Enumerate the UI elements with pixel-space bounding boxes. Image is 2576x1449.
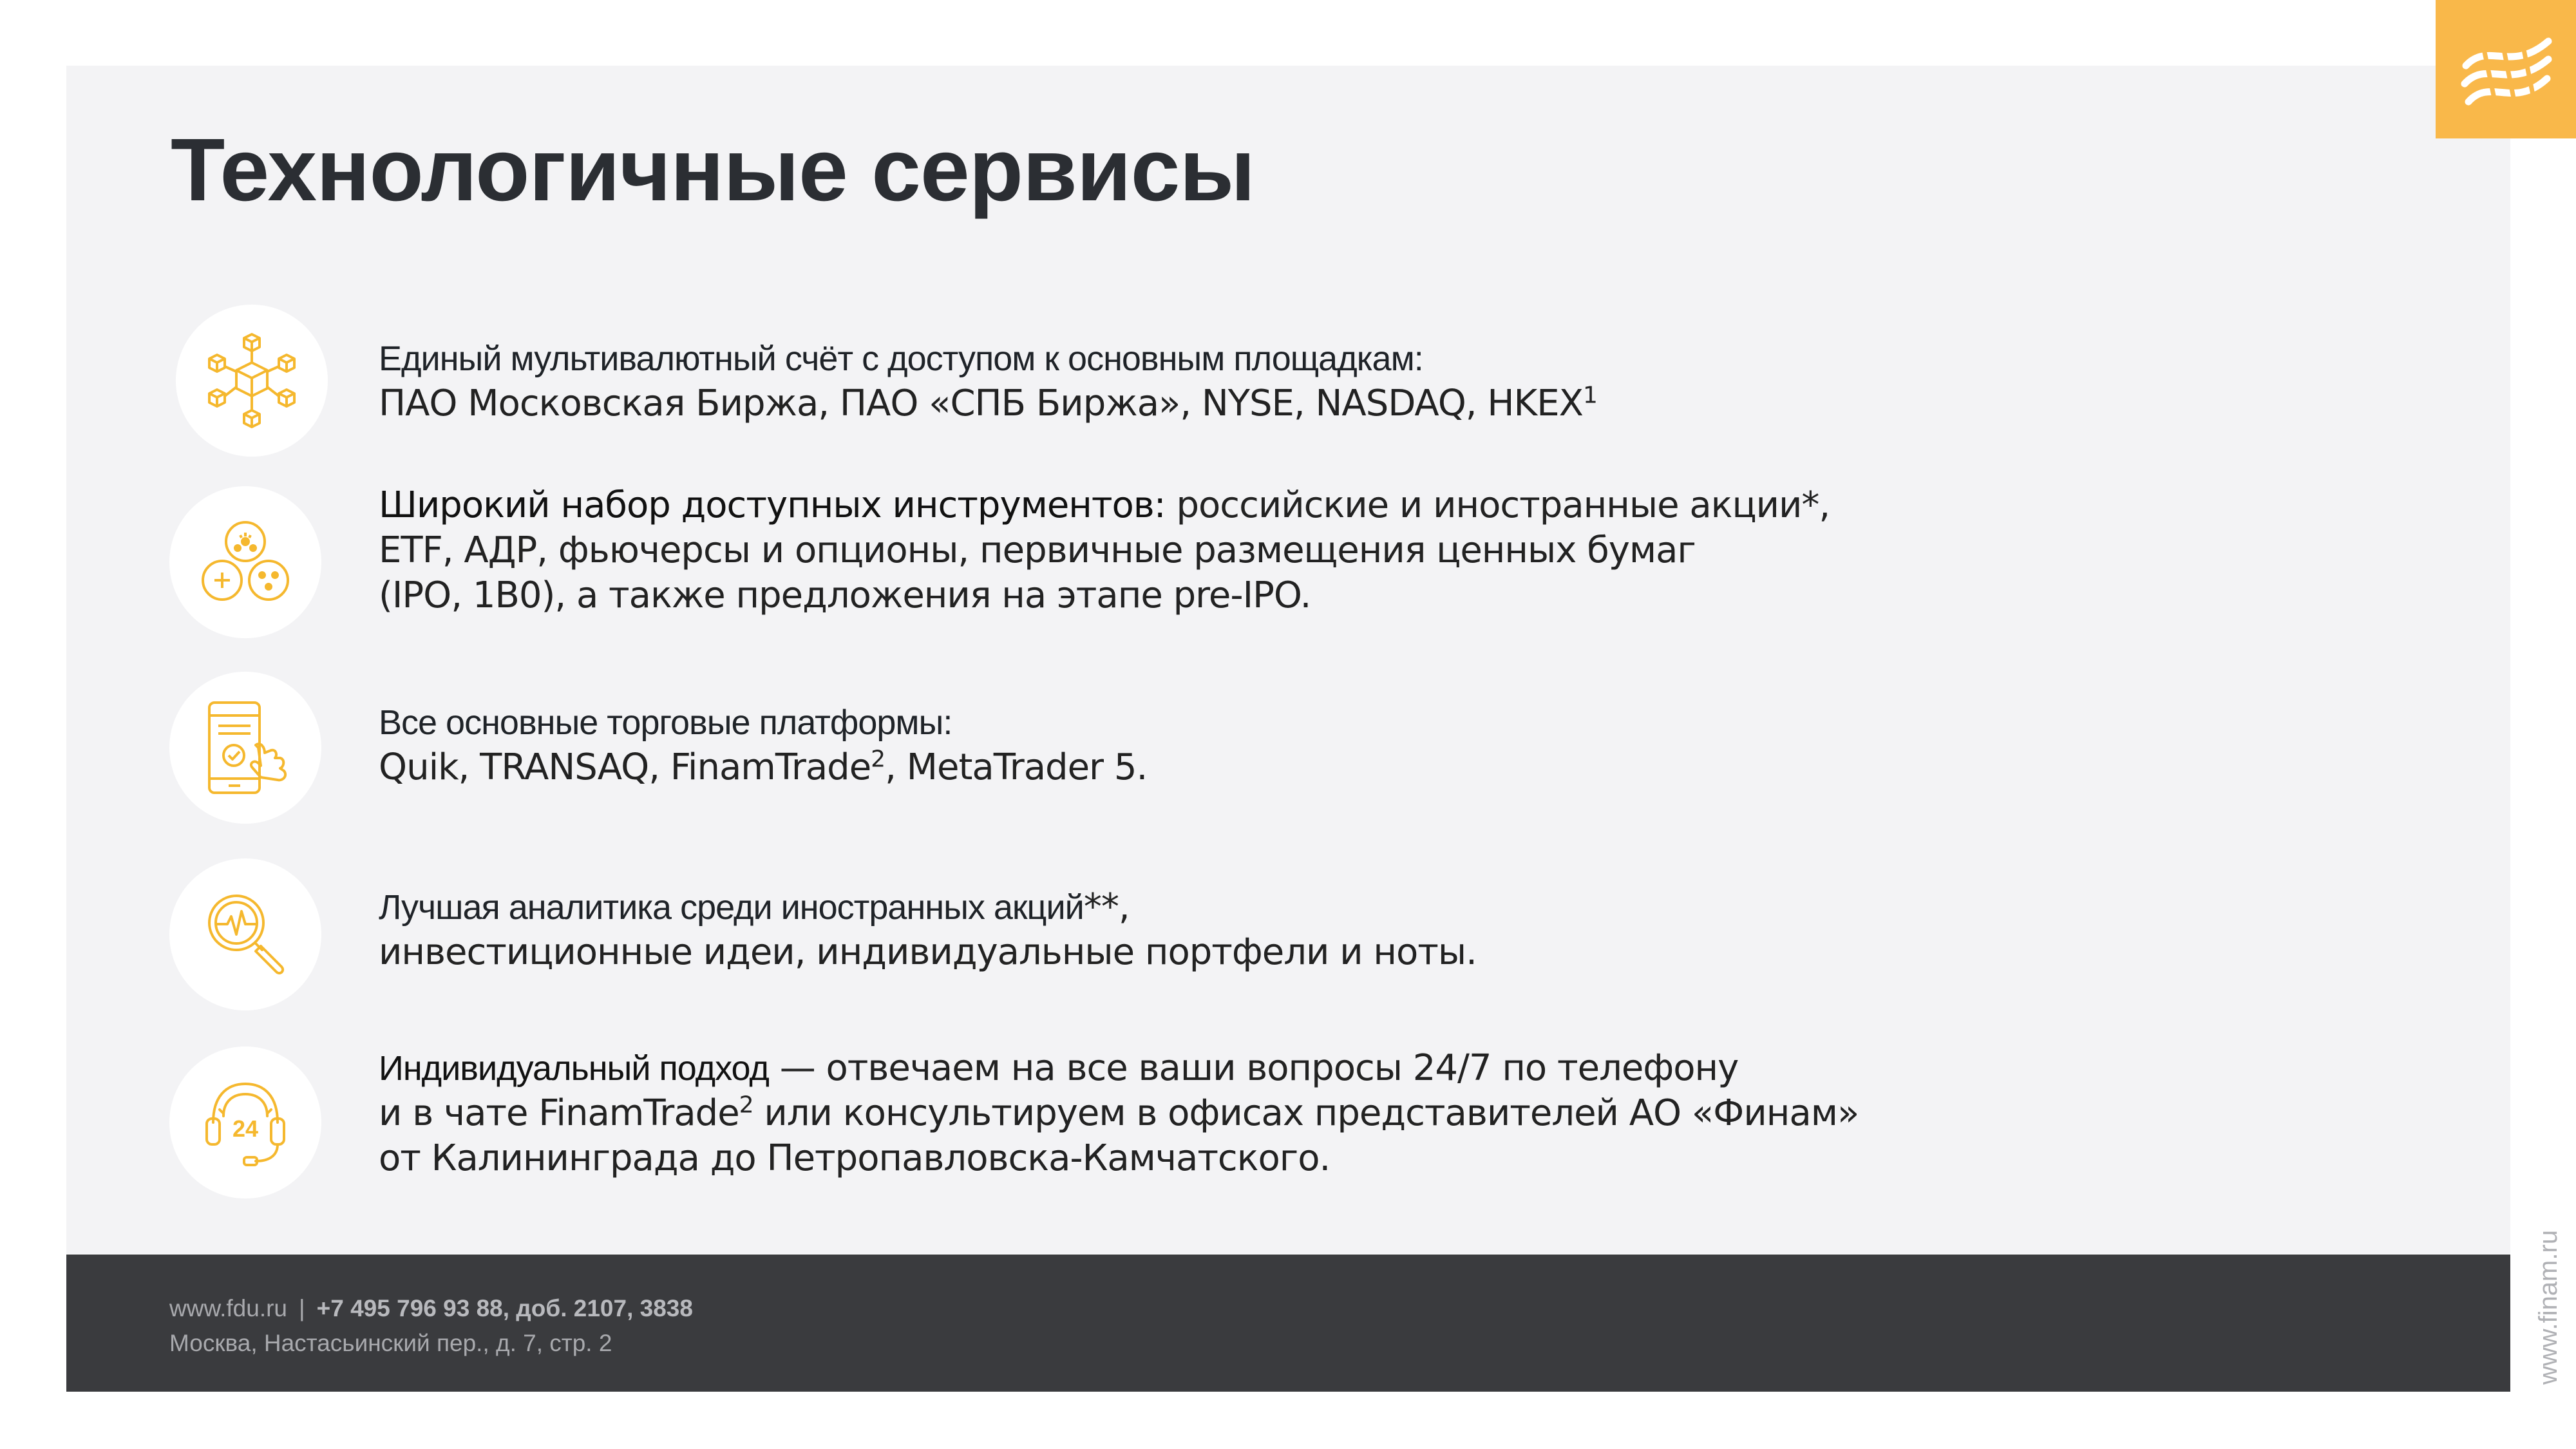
item-analytics [379,884,1477,975]
item-line-end: или консультируем в офисах представителей АО «Финам» [753,1092,1859,1134]
item-exchanges [379,335,1597,426]
item-heading-rest: российские и иностранные акции*, [1165,484,1830,526]
coins-icon [194,511,297,614]
support-24-label: 24 [232,1115,259,1142]
footnote-ref: 2 [739,1092,753,1119]
item-heading-suffix: **, [1083,886,1130,928]
finam-logo-icon [2452,14,2561,124]
cubes-network-icon [200,329,303,432]
footer-site-link[interactable]: www.fdu.ru [169,1295,288,1321]
footer-contacts [169,1295,693,1322]
item-line: инвестиционные идеи, индивидуальные портфели и ноты. [379,931,1477,973]
item-line: ПАО Московская Биржа, ПАО «СПБ Биржа», NYSE, NASDAQ, HKEX [379,383,1583,424]
icon-circle-platforms [169,672,321,824]
support-24-headset-icon [194,1071,297,1174]
side-url[interactable]: www.finam.ru [2534,1229,2562,1385]
item-heading: Широкий набор доступных инструментов: [379,484,1166,526]
icon-circle-support [169,1046,321,1198]
item-heading-rest: — отвечаем на все ваши вопросы 24/7 по телефону [768,1047,1739,1089]
item-heading: Лучшая аналитика среди иностранных акций [379,888,1084,927]
item-platforms [379,699,1147,790]
item-support [379,1045,1859,1181]
item-heading: Все основные торговые платформы: [379,703,952,742]
icon-circle-exchanges [176,305,328,457]
page-title: Технологичные сервисы [171,120,1255,220]
footer-separator: | [299,1295,305,1321]
item-line: (IPO, 1B0), а также предложения на этапе pre-IPO. [379,574,1311,616]
item-line: от Калининграда до Петропавловска-Камчатского. [379,1137,1331,1179]
icon-circle-instruments [169,486,321,638]
finam-logo[interactable] [2436,0,2576,138]
item-line-end: , MetaTrader 5. [885,746,1148,788]
item-line: Quik, TRANSAQ, FinamTrade [379,746,871,788]
footnote-ref: 1 [1582,382,1597,409]
item-line: ETF, АДР, фьючерсы и опционы, первичные размещения ценных бумаг [379,529,1696,571]
icon-circle-analytics [169,858,321,1010]
item-heading: Единый мультивалютный счёт с доступом к основным площадкам: [379,339,1423,378]
footer-address: Москва, Настасьинский пер., д. 7, стр. 2 [169,1330,612,1356]
tablet-touch-icon [194,696,297,799]
magnifier-analytics-icon [194,883,297,986]
footer-phone[interactable]: +7 495 796 93 88, доб. 2107, 3838 [316,1295,693,1321]
item-instruments [379,483,1830,618]
item-line: и в чате FinamTrade [379,1092,739,1134]
footer [66,1255,2510,1392]
item-heading: Индивидуальный подход [379,1049,769,1088]
footnote-ref: 2 [871,746,886,773]
